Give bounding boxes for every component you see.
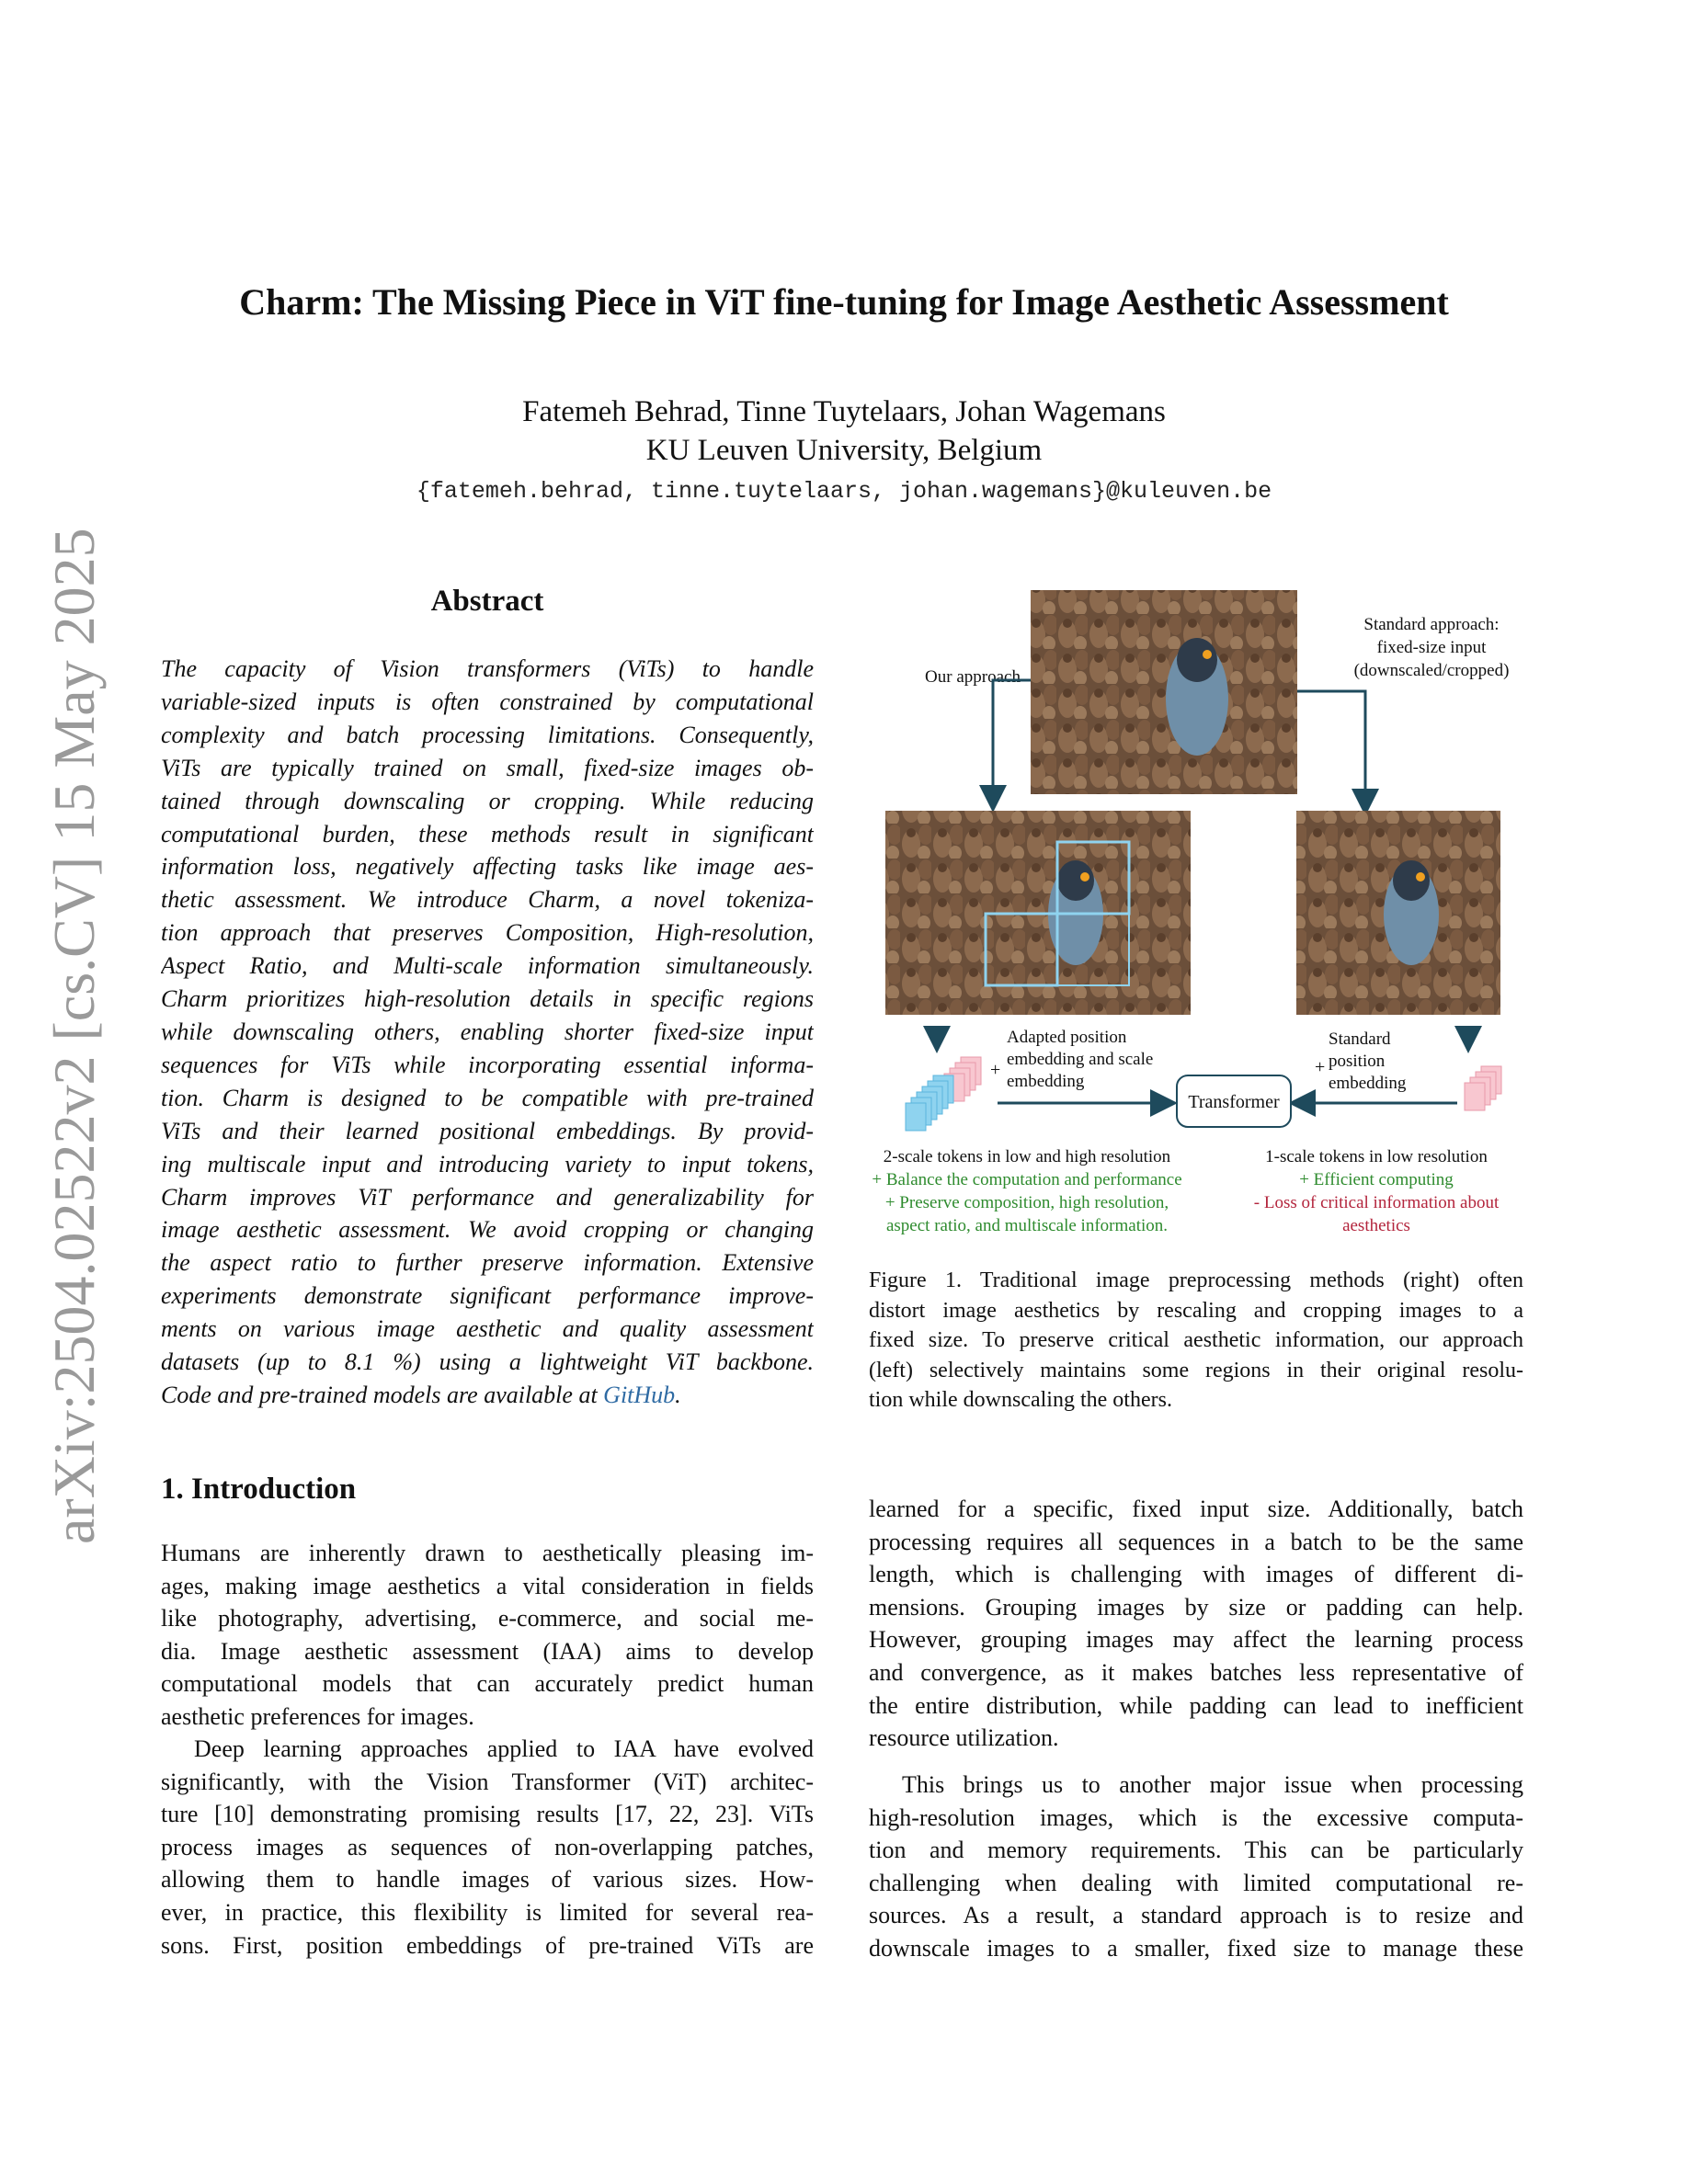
paragraph-line: significantly, with the Vision Transformer (ViT) architec- (161, 1768, 814, 1795)
right-paragraph-1 (869, 1493, 1523, 1755)
paragraph-line: sons. First, position embeddings of pre-trained ViTs are (161, 1931, 814, 1959)
standard-approach-label-1: Standard approach: (1363, 615, 1500, 634)
standard-embedding-label-2: position (1329, 1052, 1386, 1071)
abstract-line: image aesthetic assessment. We avoid cropping or changing (161, 1216, 814, 1244)
github-link[interactable]: GitHub (603, 1381, 676, 1408)
our-approach-label: Our approach (925, 667, 1021, 687)
affiliation: KU Leuven University, Belgium (645, 434, 1043, 467)
abstract-last-line: Code and pre-trained models are available at GitHub. (161, 1381, 681, 1408)
arxiv-identifier: arXiv:2504.02522v2 [cs.CV] 15 May 2025 (41, 528, 107, 1544)
right-summary: 1-scale tokens in low resolution (1265, 1147, 1488, 1166)
our-approach-image (885, 811, 1191, 1015)
left-pro-3: aspect ratio, and multiscale information. (885, 1216, 1169, 1235)
paragraph-line: dia. Image aesthetic assessment (IAA) aims to develop (161, 1637, 814, 1665)
left-summary: 2-scale tokens in low and high resolution (883, 1147, 1171, 1166)
left-pro-1: + Balance the computation and performance (872, 1170, 1182, 1189)
paper-title: Charm: The Missing Piece in ViT fine-tuning for Image Aesthetic Assessment (239, 281, 1449, 323)
paragraph-line: ages, making image aesthetics a vital consideration in fields (161, 1572, 814, 1599)
paragraph-line: aesthetic preferences for images. (161, 1702, 474, 1730)
paragraph-line: length, which is challenging with images of different di- (869, 1561, 1523, 1588)
abstract-line: ViTs and their learned positional embeddings. By provid- (161, 1117, 814, 1144)
paragraph-line: and convergence, as it makes batches less representative of (869, 1658, 1523, 1686)
paragraph-line: ever, in practice, this flexibility is limited for several rea- (161, 1898, 814, 1926)
paragraph-line: ture [10] demonstrating promising results [17, 22, 23]. ViTs (161, 1801, 814, 1828)
standard-embedding-label-3: embedding (1329, 1074, 1407, 1093)
standard-approach-label-3: (downscaled/cropped) (1353, 661, 1510, 680)
abstract-line: thetic assessment. We introduce Charm, a novel tokeniza- (161, 886, 814, 914)
left-pro-2: + Preserve composition, high resolution, (884, 1193, 1169, 1212)
abstract-line: ing multiscale input and introducing variety to input tokens, (161, 1150, 814, 1177)
paragraph-line: like photography, advertising, e-commerce, and social me- (161, 1605, 814, 1632)
abstract-line: ments on various image aesthetic and quality assessment (161, 1315, 814, 1343)
plus-sign-left: + (990, 1060, 1001, 1080)
paragraph-line: Deep learning approaches applied to IAA have evolved (194, 1735, 814, 1762)
abstract-line: experiments demonstrate significant performance improve- (161, 1282, 814, 1310)
right-con-2: aesthetics (1342, 1216, 1410, 1235)
abstract-body (161, 653, 814, 1412)
adapted-embedding-label-1: Adapted position (1007, 1028, 1127, 1047)
abstract-line: computational burden, these methods result in significant (161, 820, 814, 847)
paragraph-line: mensions. Grouping images by size or padding can help. (869, 1593, 1523, 1621)
two-scale-tokens (906, 1057, 981, 1131)
standard-embedding-label-1: Standard (1329, 1029, 1391, 1049)
paragraph-line: resource utilization. (869, 1724, 1059, 1752)
abstract-line: information loss, negatively affecting tasks like image aes- (161, 853, 814, 881)
abstract-line: Charm prioritizes high-resolution details in specific regions (161, 985, 814, 1013)
abstract-line: while downscaling others, enabling shorter fixed-size input (161, 1018, 814, 1045)
paragraph-line: allowing them to handle images of various sizes. How- (161, 1866, 814, 1894)
paragraph-line: computational models that can accurately predict human (161, 1670, 814, 1698)
abstract-line: the aspect ratio to further preserve information. Extensive (161, 1249, 814, 1277)
paragraph-line: learned for a specific, fixed input size. Additionally, batch (869, 1496, 1523, 1522)
abstract-line: sequences for ViTs while incorporating essential informa- (161, 1051, 814, 1078)
paragraph-line: process images as sequences of non-overlapping patches, (161, 1833, 814, 1860)
paragraph-line: downscale images to a smaller, fixed size to manage these (869, 1934, 1523, 1962)
standard-approach-label-2: fixed-size input (1376, 638, 1487, 657)
adapted-embedding-label-2: embedding and scale (1007, 1050, 1154, 1069)
figure-1-diagram (869, 579, 1531, 1250)
caption-line: (left) selectively maintains some regions in their original resolu- (869, 1358, 1523, 1382)
abstract-line: Aspect Ratio, and Multi-scale information simultaneously. (161, 952, 814, 980)
abstract-line: Charm improves ViT performance and generalizability for (161, 1183, 814, 1211)
standard-image (1296, 811, 1500, 1015)
arrow-to-our-approach (993, 680, 1031, 807)
abstract-line: tion approach that preserves Composition, High-resolution, (161, 919, 814, 947)
adapted-embedding-label-3: embedding (1007, 1072, 1085, 1091)
arrow-to-standard (1297, 691, 1365, 811)
paragraph-line: high-resolution images, which is the excessive computa- (869, 1803, 1523, 1831)
abstract-line: The capacity of Vision transformers (ViTs) to handle (161, 655, 814, 682)
right-con-1: - Loss of critical information about (1253, 1193, 1500, 1212)
abstract-line: datasets (up to 8.1 %) using a lightweight ViT backbone. (161, 1348, 814, 1376)
author-list: Fatemeh Behrad, Tinne Tuytelaars, Johan Wagemans (522, 395, 1166, 428)
right-paragraph-2 (869, 1769, 1523, 1965)
figure-1-caption (869, 1266, 1523, 1416)
section-heading-introduction: 1. Introduction (161, 1473, 357, 1506)
caption-line: fixed size. To preserve critical aesthetic information, our approach (869, 1328, 1523, 1352)
paragraph-line: However, grouping images may affect the learning process (869, 1626, 1523, 1654)
transformer-label: Transformer (1188, 1092, 1280, 1112)
paragraph-line: tion and memory requirements. This can be particularly (869, 1837, 1523, 1864)
paragraph-line: processing requires all sequences in a batch to be the same (869, 1528, 1523, 1555)
caption-line: distort image aesthetics by rescaling and cropping images to a (869, 1298, 1523, 1323)
intro-paragraph-1 (161, 1537, 814, 1734)
paragraph-line: This brings us to another major issue when processing (902, 1771, 1523, 1798)
right-pro: + Efficient computing (1299, 1170, 1454, 1189)
plus-sign-right: + (1315, 1057, 1326, 1077)
abstract-line: complexity and batch processing limitations. Consequently, (161, 721, 814, 748)
abstract-line: tained through downscaling or cropping. While reducing (161, 787, 814, 814)
intro-paragraph-2 (161, 1733, 814, 1962)
abstract-line: tion. Charm is designed to be compatible with pre-trained (161, 1084, 814, 1111)
abstract-line: Code and pre-trained models are available at (161, 1381, 598, 1408)
paragraph-line: sources. As a result, a standard approach is to resize and (869, 1902, 1523, 1929)
abstract-line: ViTs are typically trained on small, fixed-size images ob- (161, 754, 814, 781)
abstract-heading: Abstract (430, 585, 544, 618)
paragraph-line: the entire distribution, while padding can lead to inefficient (869, 1691, 1523, 1719)
caption-line: Figure 1. Traditional image preprocessing methods (right) often (869, 1268, 1523, 1292)
paragraph-line: challenging when dealing with limited computational re- (869, 1869, 1523, 1896)
abstract-line: variable-sized inputs is often constrained by computational (161, 688, 814, 715)
author-emails: {fatemeh.behrad, tinne.tuytelaars, johan.wagemans}@kuleuven.be (416, 478, 1272, 505)
paragraph-line: Humans are inherently drawn to aesthetically pleasing im- (161, 1540, 814, 1566)
caption-line: tion while downscaling the others. (869, 1388, 1172, 1412)
one-scale-tokens (1465, 1066, 1501, 1110)
original-image (1031, 590, 1297, 794)
